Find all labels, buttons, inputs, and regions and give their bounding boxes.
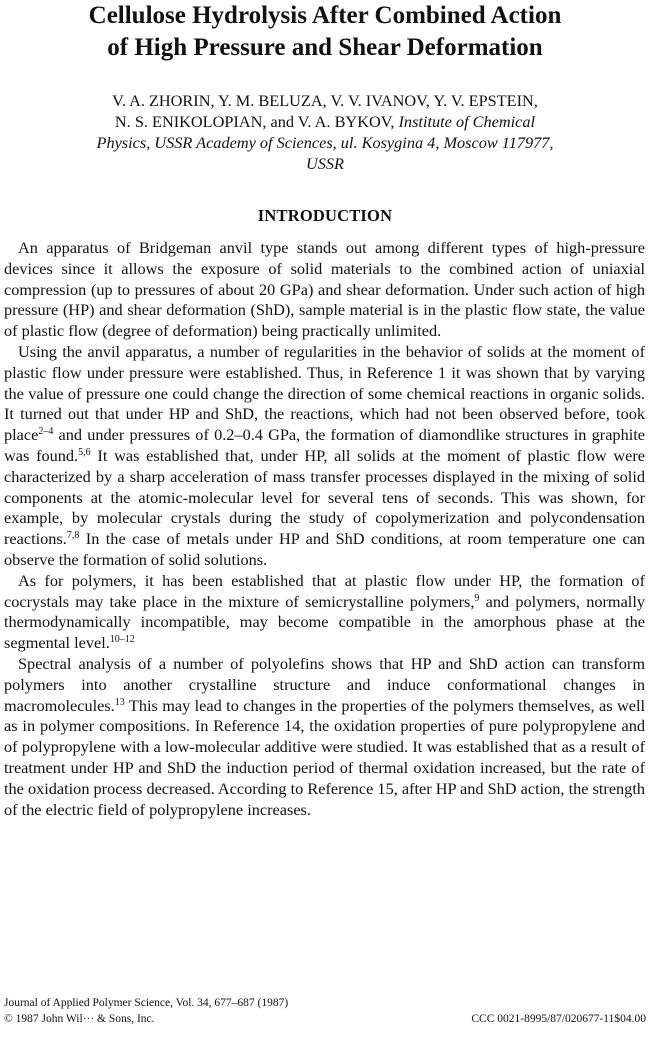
citation-ref: 9: [474, 592, 480, 604]
paragraph-2: [4, 342, 645, 571]
p2-text-a: Using the anvil apparatus, a number of regularities in the behavior of solids at the moment of plastic flow under pressure were established. Thus, in Reference 1 it was shown that by varying the value of pressure one could change the direction of some chemical reactions in organic solids. It turned out that under HP and ShD, the reactions, which had not been observed before, took place: [4, 341, 645, 445]
authors-line-2: [0, 111, 650, 132]
p2-text-d: In the case of metals under HP and ShD conditions, at room temperature one can observe the formation of solid solutions.: [4, 529, 645, 569]
affiliation-country: [0, 153, 650, 174]
authors-line-1: V. A. ZHORIN, Y. M. BELUZA, V. V. IVANOV, Y. V. EPSTEIN,: [112, 91, 538, 110]
copyright-notice: © 1987 John Wil··· & Sons, Inc.: [4, 1013, 155, 1025]
p2-text-c: It was established that, under HP, all solids at the moment of plastic flow were characterized by a sharp acceleration of mass transfer processes displayed in the mixing of solid components at the atomic-molecular level for several tens of seconds. This was shown, for example, by molecular crystals during the study of copolymerization and polycondensation reactions.: [4, 445, 646, 549]
paragraph-4: [4, 654, 645, 820]
affiliation-country-text: USSR: [306, 154, 344, 173]
citation-ref: 7,8: [66, 530, 80, 542]
body-text: [4, 238, 645, 820]
section-heading: INTRODUCTION: [257, 206, 393, 225]
p4-text-b: This may lead to changes in the properties of the polymers themselves, as well as in polymer compositions. In Reference 14, the oxidation properties of pure polypropylene and of polypropylene with a low-molecular additive were studied. It was established that as a result of treatment under HP and ShD the induction period of thermal oxidation increased, but the rate of the oxidation process decreased. According to Reference 15, after HP and ShD action, the strength of the electric field of polypropylene increases.: [4, 695, 645, 819]
citation-ref: 2–4: [38, 426, 54, 438]
affiliation-start: Institute of Chemical: [398, 112, 536, 131]
ccc-code: CCC 0021-8995/87/020677-11$04.00: [471, 1013, 646, 1025]
citation-ref: 13: [114, 696, 125, 708]
affiliation-line: [0, 132, 650, 153]
article-title-line-1: Cellulose Hydrolysis After Combined Action: [88, 2, 562, 29]
citation-ref: 5,6: [78, 446, 91, 458]
citation-ref: 10–12: [109, 634, 135, 646]
journal-citation: Journal of Applied Polymer Science, Vol. 34, 677–687 (1987): [4, 997, 289, 1009]
authors-names: N. S. ENIKOLOPIAN, and V. A. BYKOV,: [114, 112, 395, 131]
paragraph-1: An apparatus of Bridgeman anvil type stands out among different types of high-pressure devices since it allows the exposure of solid materials to the combined action of uniaxial compression (up to pressures of about 20 GPa) and shear deformation. Under such action of high pressure (HP) and shear deformation (ShD), sample material is in the plastic flow state, the value of plastic flow (degree of deformation) being practically unlimited.: [4, 238, 645, 341]
paragraph-3: [4, 571, 645, 654]
p3-text-b: and polymers, normally thermodynamically incompatible, may become compatible in the amorphous phase at the segmental level.: [4, 591, 645, 653]
affiliation-text: Physics, USSR Academy of Sciences, ul. Kosygina 4, Moscow 117977,: [96, 133, 554, 152]
p4-text-a: Spectral analysis of a number of polyolefins shows that HP and ShD action can transform polymers into another crystalline structure and induce conformational changes in macromolecules.: [4, 653, 645, 715]
article-title-line-2: of High Pressure and Shear Deformation: [107, 34, 543, 61]
p3-text-a: As for polymers, it has been established that at plastic flow under HP, the formation of cocrystals may take place in the mixture of semicrystalline polymers,: [4, 570, 645, 611]
p2-text-b: and under pressures of 0.2–0.4 GPa, the formation of diamondlike structures in graphite was found.: [4, 425, 645, 465]
